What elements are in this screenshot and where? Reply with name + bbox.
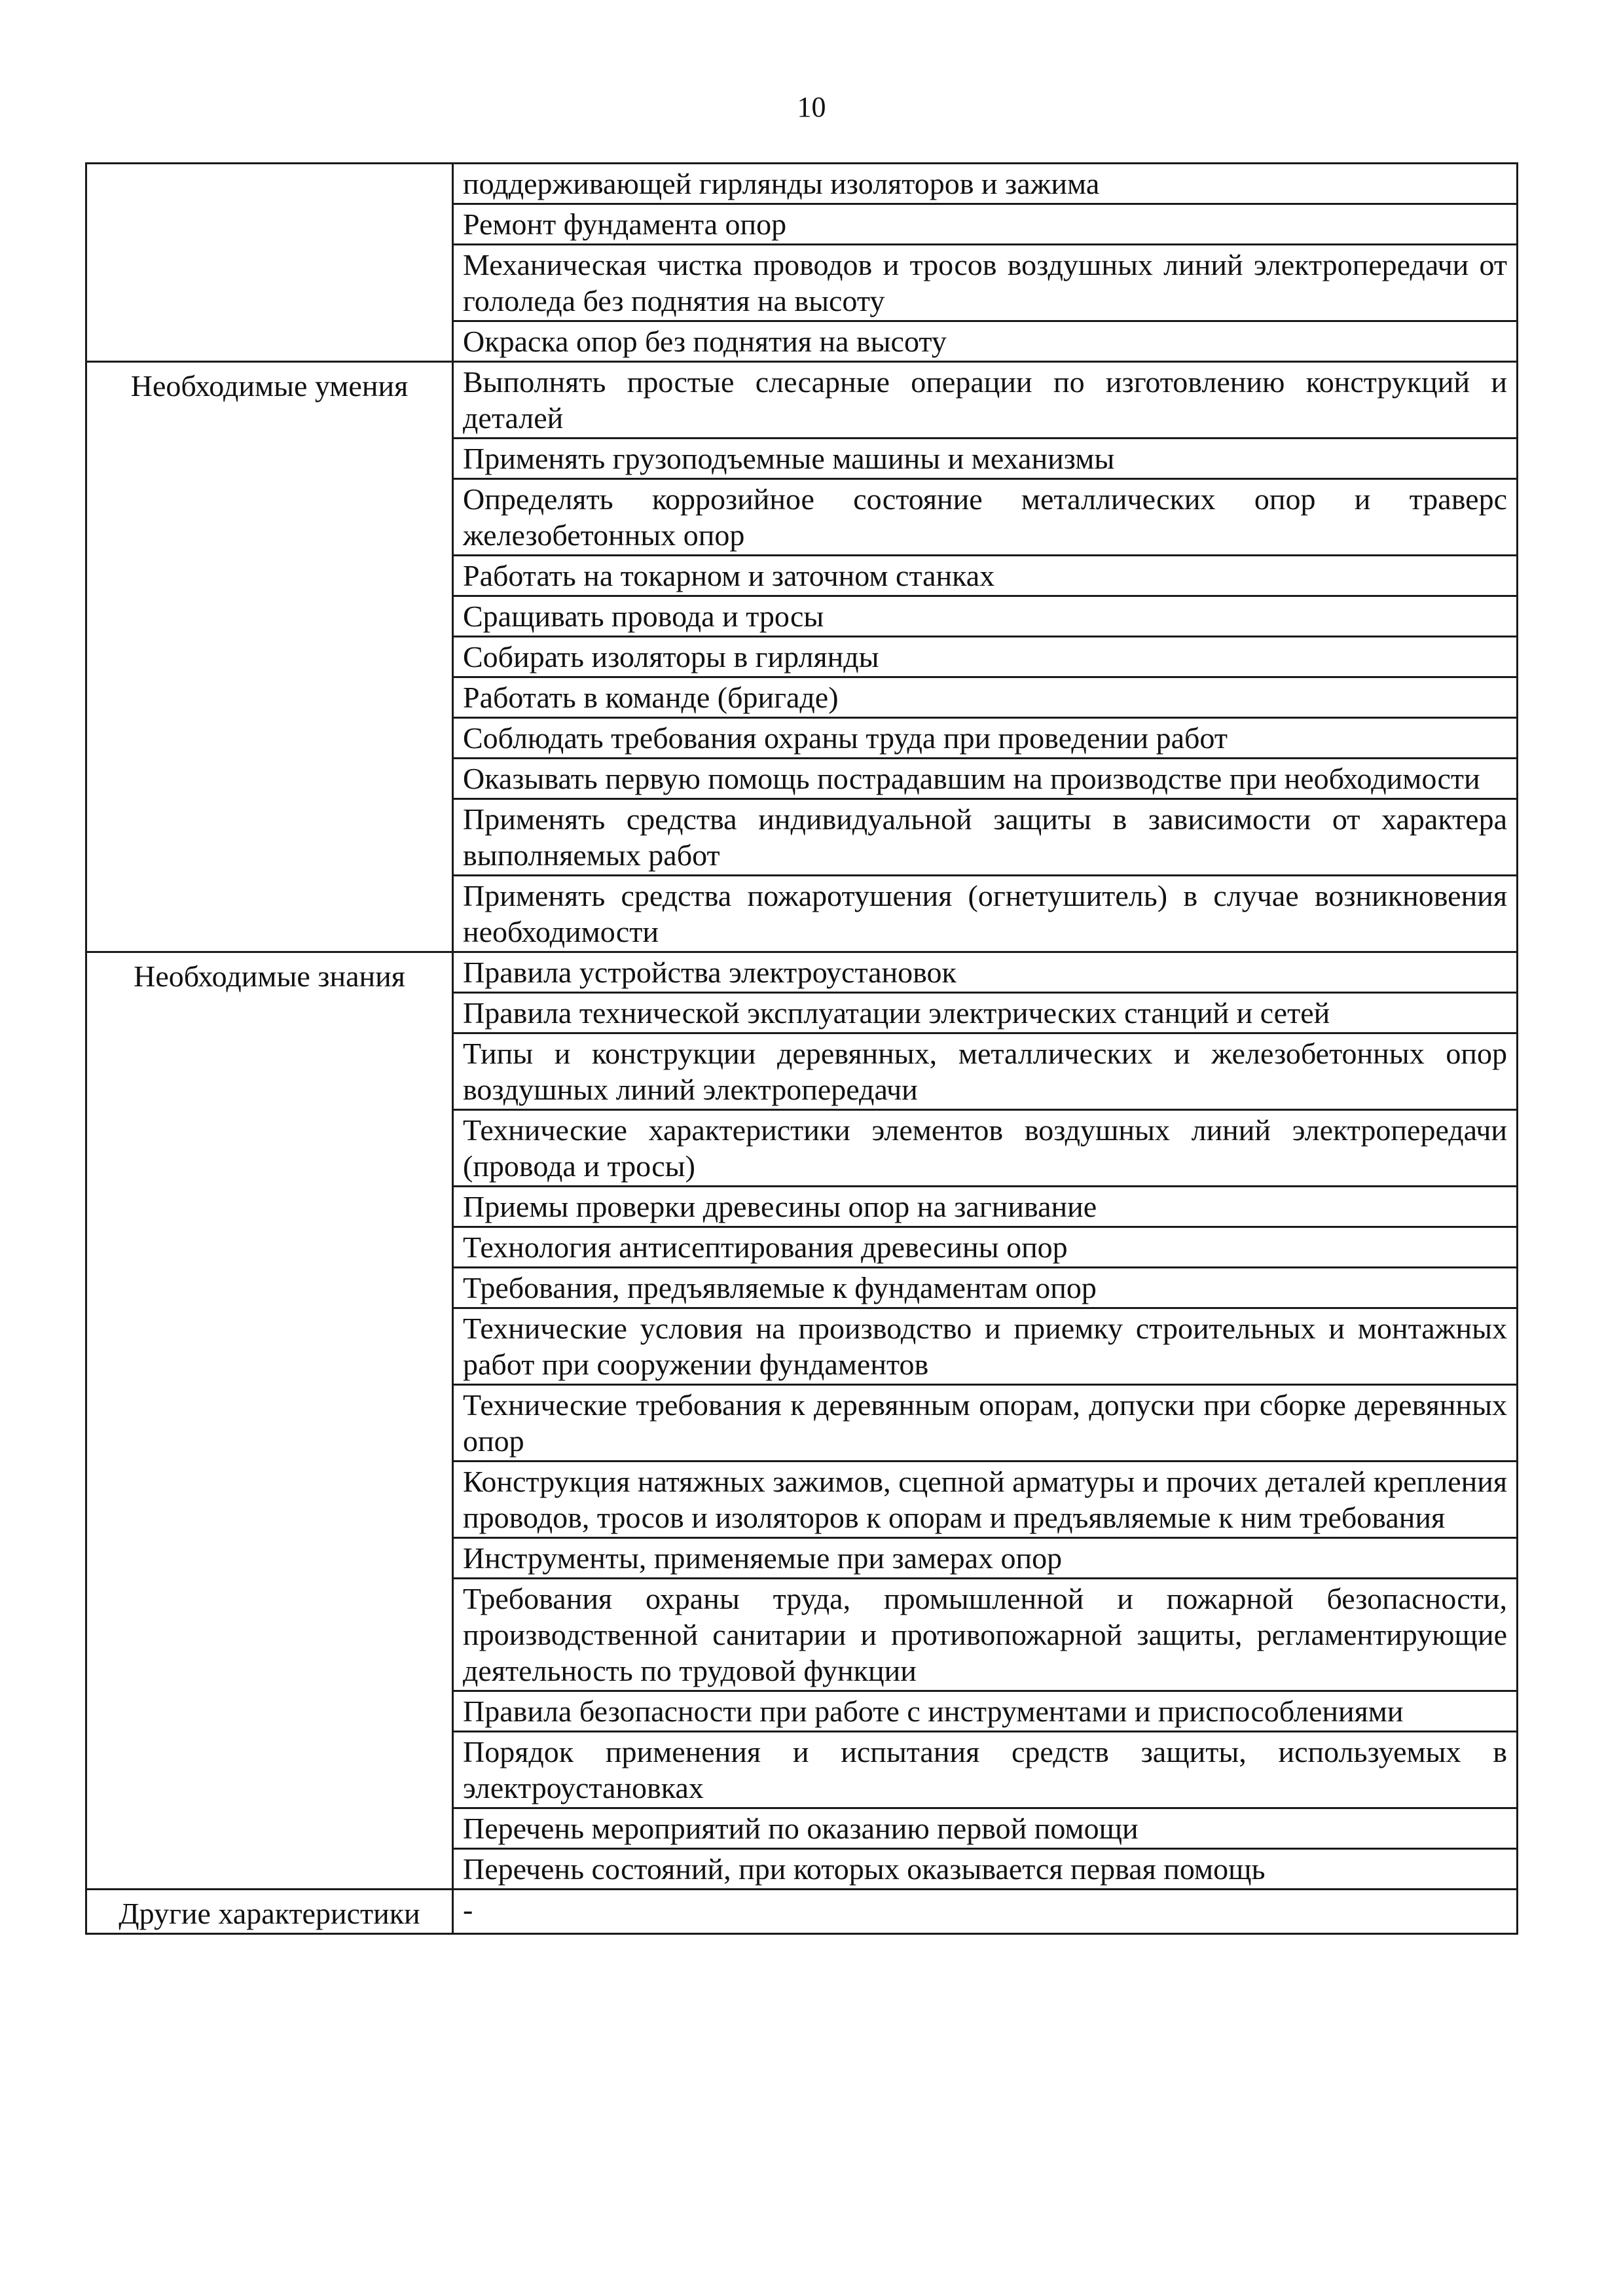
- requirement-item: Перечень мероприятий по оказанию первой помощи: [453, 1808, 1518, 1849]
- requirement-item: Конструкция натяжных зажимов, сцепной арматуры и прочих деталей крепления проводов, тросов и изоляторов к опорам и предъявляемые к ним требования: [453, 1462, 1518, 1538]
- requirement-item: Выполнять простые слесарные операции по изготовлению конструкций и деталей: [453, 362, 1518, 439]
- table-row: [86, 164, 1518, 204]
- labor-function-table: [85, 162, 1518, 1935]
- requirement-item: Перечень состояний, при которых оказывается первая помощь: [453, 1849, 1518, 1890]
- requirement-item: Требования, предъявляемые к фундаментам опор: [453, 1268, 1518, 1308]
- requirement-item: Соблюдать требования охраны труда при проведении работ: [453, 718, 1518, 759]
- requirement-item: Применять средства пожаротушения (огнетушитель) в случае возникновения необходимости: [453, 876, 1518, 952]
- requirement-item: Работать в команде (бригаде): [453, 677, 1518, 718]
- requirement-item: поддерживающей гирлянды изоляторов и зажима: [453, 164, 1518, 204]
- table-row: [86, 1890, 1518, 1934]
- requirement-item: Механическая чистка проводов и тросов воздушных линий электропередачи от гололеда без поднятия на высоту: [453, 245, 1518, 321]
- table-row: [86, 952, 1518, 993]
- page-number: 10: [797, 91, 826, 123]
- requirement-item: Технические условия на производство и приемку строительных и монтажных работ при сооружении фундаментов: [453, 1308, 1518, 1385]
- requirement-item: Типы и конструкции деревянных, металлических и железобетонных опор воздушных линий электропередачи: [453, 1033, 1518, 1110]
- requirement-item: Применять средства индивидуальной защиты в зависимости от характера выполняемых работ: [453, 799, 1518, 876]
- requirement-item: Технология антисептирования древесины опор: [453, 1227, 1518, 1268]
- requirement-item: Окраска опор без поднятия на высоту: [453, 321, 1518, 362]
- requirement-item: Правила безопасности при работе с инструментами и приспособлениями: [453, 1691, 1518, 1732]
- requirement-item: Определять коррозийное состояние металлических опор и траверс железобетонных опор: [453, 479, 1518, 556]
- requirement-item: Работать на токарном и заточном станках: [453, 556, 1518, 596]
- table-row: [86, 362, 1518, 439]
- section-label: Необходимые знания: [86, 952, 453, 1890]
- requirement-item: Ремонт фундамента опор: [453, 204, 1518, 245]
- requirement-item: Инструменты, применяемые при замерах опор: [453, 1538, 1518, 1579]
- requirement-item: -: [453, 1890, 1518, 1934]
- requirement-item: Правила устройства электроустановок: [453, 952, 1518, 993]
- requirement-item: Правила технической эксплуатации электрических станций и сетей: [453, 993, 1518, 1033]
- section-label: Другие характеристики: [86, 1890, 453, 1934]
- requirement-item: Технические характеристики элементов воздушных линий электропередачи (провода и тросы): [453, 1110, 1518, 1187]
- requirement-item: Применять грузоподъемные машины и механизмы: [453, 439, 1518, 479]
- requirement-item: Порядок применения и испытания средств защиты, используемых в электроустановках: [453, 1732, 1518, 1808]
- requirement-item: Оказывать первую помощь пострадавшим на производстве при необходимости: [453, 759, 1518, 799]
- requirement-item: Требования охраны труда, промышленной и пожарной безопасности, производственной санитарии и противопожарной защиты, регламентирующие деятельность по трудовой функции: [453, 1579, 1518, 1691]
- section-label: Необходимые умения: [86, 362, 453, 952]
- requirement-item: Технические требования к деревянным опорам, допуски при сборке деревянных опор: [453, 1385, 1518, 1462]
- section-label: [86, 164, 453, 362]
- requirement-item: Сращивать провода и тросы: [453, 596, 1518, 637]
- requirement-item: Собирать изоляторы в гирлянды: [453, 637, 1518, 677]
- requirement-item: Приемы проверки древесины опор на загнивание: [453, 1187, 1518, 1227]
